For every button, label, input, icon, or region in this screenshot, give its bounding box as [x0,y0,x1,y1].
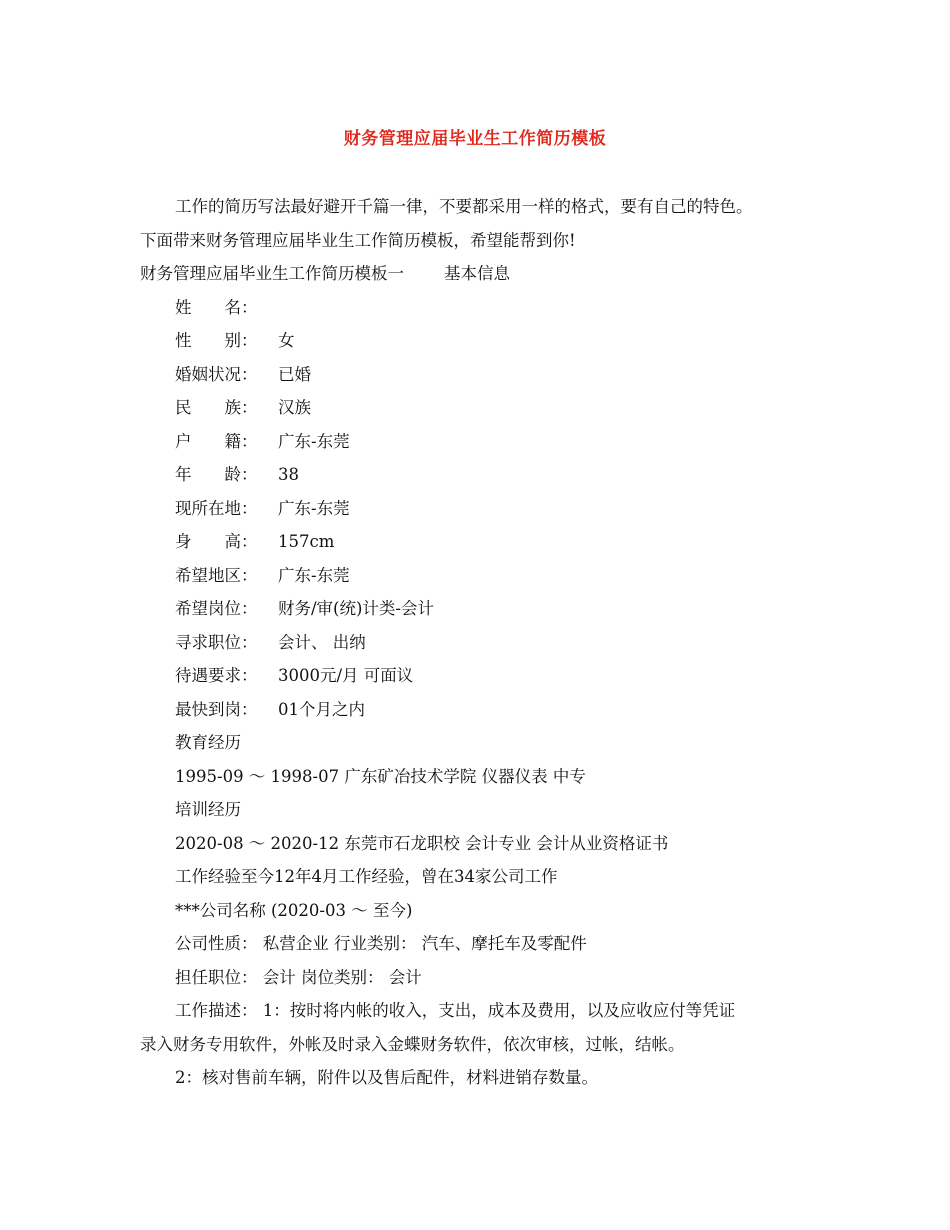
field-label: 婚姻状况： [175,364,258,384]
field-label: 现所在地： [175,498,258,518]
field-value: 女 [278,331,295,350]
education-entry: 1995-09 ～ 1998-07 广东矿冶技术学院 仪器仪表 中专 [175,766,586,786]
experience-summary: 工作经验至今12年4月工作经验，曾在34家公司工作 [175,867,558,886]
field-value: 广东-东莞 [278,498,350,518]
field-row-height [140,525,840,559]
intro-paragraph-line-2: 下面带来财务管理应届毕业生工作简历模板，希望能帮到你! [140,230,576,250]
template-heading-line [140,257,840,291]
intro-paragraph-line-1: 工作的简历写法最好避开千篇一律，不要都采用一样的格式，要有自己的特色。 [175,197,753,216]
training-heading: 培训经历 [175,800,241,819]
company-line: ***公司名称 (2020-03 ～ 至今) [175,900,413,920]
training-entry: 2020-08 ～ 2020-12 东莞市石龙职校 会计专业 会计从业资格证书 [175,833,669,853]
job-description-line-3: 2：核对售前车辆，附件以及售后配件，材料进销存数量。 [175,1068,598,1087]
template-heading: 财务管理应届毕业生工作简历模板一 [140,264,404,283]
field-row-household [140,425,840,459]
field-value: 会计、 出纳 [278,632,366,652]
field-row-salary [140,659,840,693]
field-value: 汉族 [278,398,311,417]
field-label: 希望岗位： [175,599,258,618]
field-label: 年 龄： [175,465,258,484]
field-label: 待遇要求： [175,666,258,685]
field-label: 身 高： [175,532,258,551]
company-nature-line: 公司性质： 私营企业 行业类别： 汽车、摩托车及零配件 [175,934,587,953]
field-row-marital-status [140,358,840,392]
job-description-line-1: 工作描述： 1：按时将内帐的收入，支出，成本及费用，以及应收应付等凭证 [175,1001,736,1020]
field-label: 最快到岗： [175,699,258,719]
field-row-desired-position [140,592,840,626]
field-label: 户 籍： [175,431,258,451]
field-row-start-date [140,693,840,727]
field-row-age [140,458,840,492]
field-row-name [140,291,840,325]
field-label: 民 族： [175,398,258,417]
position-line: 担任职位： 会计 岗位类别： 会计 [175,967,422,987]
field-row-current-location [140,492,840,526]
field-value: 财务/审(统)计类-会计 [278,599,435,618]
field-value: 38 [278,465,299,484]
job-description-line-2: 录入财务专用软件，外帐及时录入金蝶财务软件，依次审核，过帐，结帐。 [140,1034,685,1054]
document-title: 财务管理应届毕业生工作简历模板 [343,129,607,149]
field-value: 157cm [278,532,335,551]
field-label: 希望地区： [175,565,258,585]
document-body [140,190,840,1095]
field-label: 寻求职位： [175,632,258,652]
field-label: 性 别： [175,331,258,350]
field-row-desired-region [140,559,840,593]
basic-info-heading: 基本信息 [444,264,510,283]
field-value: 3000元/月 可面议 [278,666,414,685]
field-row-ethnicity [140,391,840,425]
field-row-seeking-role [140,626,840,660]
field-row-gender [140,324,840,358]
field-value: 广东-东莞 [278,565,350,585]
field-label: 姓 名： [175,297,258,317]
field-value: 已婚 [278,364,311,384]
field-value: 01个月之内 [278,699,365,719]
field-value: 广东-东莞 [278,431,350,451]
education-heading: 教育经历 [175,733,241,752]
